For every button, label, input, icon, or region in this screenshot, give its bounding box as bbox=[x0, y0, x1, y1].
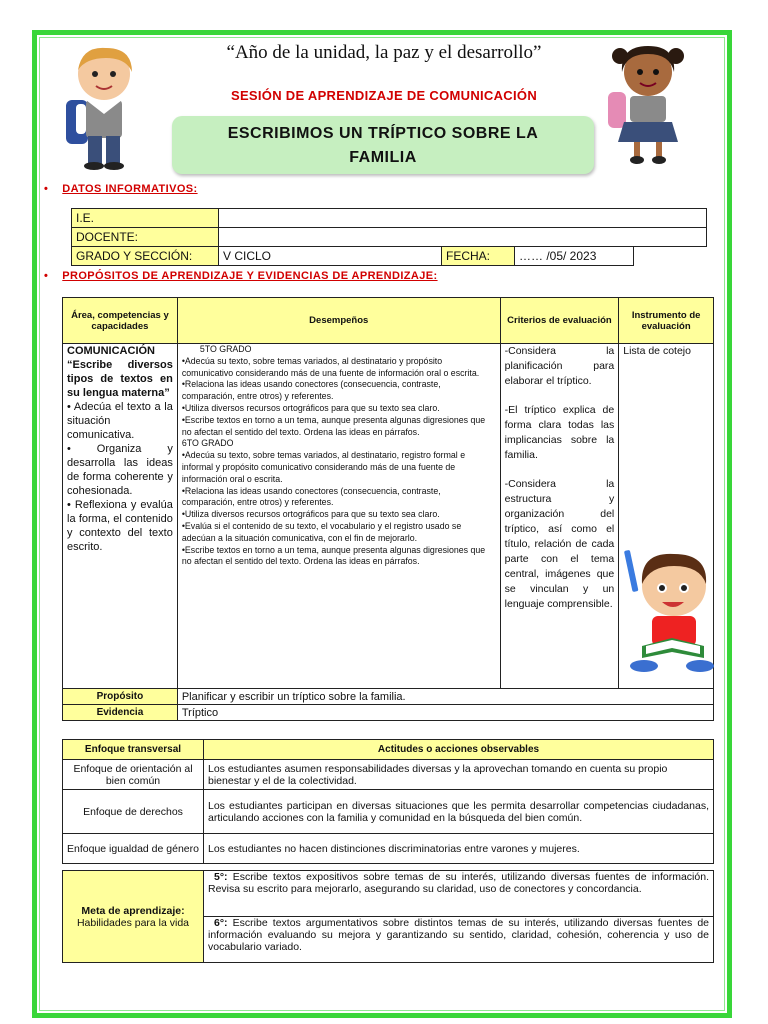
header-area: Área, competencias y capacidades bbox=[63, 298, 178, 344]
des6-item: •Utiliza diversos recursos ortográficos para que su texto sea claro. bbox=[181, 509, 440, 520]
meta-label-cell bbox=[63, 871, 204, 963]
meta-5-text: Escribe textos expositivos sobre temas de su interés, utilizando diversas fuentes de información. Revisa su escrito para mejorarlo, asegurando su claridad, uso de conectores y concordancia. bbox=[208, 871, 709, 895]
evidencia-label: Evidencia bbox=[63, 705, 178, 721]
evidencia-value: Tríptico bbox=[177, 705, 713, 721]
docente-label: DOCENTE: bbox=[72, 228, 219, 247]
des6-item: •Evalúa si el contenido de su texto, el vocabulario y el registro usado se adecúan a la situación comunicativa, con el fin de mejorarlo. bbox=[181, 520, 462, 543]
enfoque-text: Los estudiantes no hacen distinciones discriminatorias entre varones y mujeres. bbox=[204, 834, 714, 864]
year-motto: “Año de la unidad, la paz y el desarrollo” bbox=[226, 42, 542, 63]
section-datos-label: DATOS INFORMATIVOS: bbox=[62, 183, 198, 195]
area-cap-3: • Reflexiona y evalúa la forma, el contenido y contexto del texto escrito. bbox=[67, 499, 173, 553]
bullet-icon: • bbox=[44, 183, 49, 195]
instrumento-cell: Lista de cotejo bbox=[619, 344, 714, 689]
enfoque-name: Enfoque igualdad de género bbox=[63, 834, 204, 864]
ie-label: I.E. bbox=[72, 209, 219, 228]
enfoque-text: Los estudiantes asumen responsabilidades diversas y la aprovechan tomando en cuenta su propio bienestar y el de la colectividad. bbox=[204, 760, 714, 790]
desempenos-cell bbox=[177, 344, 500, 689]
ie-value bbox=[219, 209, 707, 228]
des6-item: •Escribe textos en torno a un tema, aunque presenta algunas digresiones que no afectan el sentido del texto. Ordena las ideas en párrafos. bbox=[181, 544, 486, 567]
enfoque-name: Enfoque de orientación al bien común bbox=[63, 760, 204, 790]
grado-value: V CICLO bbox=[219, 247, 442, 266]
section-datos bbox=[44, 183, 198, 195]
enfoque-text: Los estudiantes participan en diversas situaciones que les permita desarrollar competencias ciudadanas, articulando acciones con la familia y comunidad en la búsqueda del bien común. bbox=[204, 790, 714, 834]
proposito-value: Planificar y escribir un tríptico sobre la familia. bbox=[177, 689, 713, 705]
fecha-value: …… /05/ 2023 bbox=[515, 247, 634, 266]
area-cap-2: • Organiza y desarrolla las ideas de forma coherente y cohesionada. bbox=[67, 443, 173, 497]
meta-table bbox=[62, 870, 714, 963]
area-competence: “Escribe diversos tipos de textos en su lengua materna” bbox=[67, 359, 173, 399]
des5-item: •Adecúa su texto, sobre temas variados, al destinatario y propósito comunicativo considerando más de una fuente de información oral o escrita. bbox=[181, 355, 480, 378]
header-instrumento: Instrumento de evaluación bbox=[619, 298, 714, 344]
meta-6-text: Escribe textos argumentativos sobre distintos temas de su interés, utilizando diversas fuentes de información evaluando su mejora y garantizando su sentido, claridad, cohesión, coherencia y uso de vocabulario variado. bbox=[208, 917, 709, 953]
des6-item: •Relaciona las ideas usando conectores (consecuencia, contraste, comparación, entre otros) y referentes. bbox=[181, 485, 441, 508]
area-cap-1: • Adecúa el texto a la situación comunicativa. bbox=[67, 401, 173, 441]
reading-kid-illustration bbox=[622, 548, 722, 678]
meta-label: Meta de aprendizaje: bbox=[81, 904, 185, 917]
docente-value bbox=[219, 228, 707, 247]
meta-6 bbox=[204, 917, 714, 963]
header-desempenos: Desempeños bbox=[177, 298, 500, 344]
section-propositos bbox=[44, 270, 438, 282]
main-title-line1: ESCRIBIMOS UN TRÍPTICO SOBRE LA bbox=[227, 125, 539, 142]
datos-table bbox=[71, 208, 707, 266]
main-table bbox=[62, 297, 714, 721]
fecha-label: FECHA: bbox=[442, 247, 515, 266]
des5-item: •Escribe textos en torno a un tema, aunque presenta algunas digresiones que no afectan el sentido del texto. Ordena las ideas en párrafos. bbox=[181, 414, 486, 437]
des6-item: •Adecúa su texto, sobre temas variados, al destinatario, registro formal e informal y propósito comunicativo considerando más de una fuente de información oral o escrita. bbox=[181, 450, 466, 484]
des5-item: •Relaciona las ideas usando conectores (consecuencia, contraste, comparación, entre otros) y referentes. bbox=[181, 379, 441, 402]
enfoque-name: Enfoque de derechos bbox=[63, 790, 204, 834]
main-title-line2: FAMILIA bbox=[349, 149, 417, 166]
meta-5 bbox=[204, 871, 714, 917]
area-title: COMUNICACIÓN bbox=[67, 345, 155, 357]
criterios-cell bbox=[500, 344, 619, 689]
criterio-item: -El tríptico explica de forma clara todas las implicancias sobre la familia. bbox=[504, 404, 615, 461]
area-cell bbox=[63, 344, 178, 689]
actitudes-header: Actitudes o acciones observables bbox=[204, 740, 714, 760]
meta-sub: Habilidades para la vida bbox=[76, 916, 190, 929]
des5-item: •Utiliza diversos recursos ortográficos para que su texto sea claro. bbox=[181, 402, 440, 413]
grade5-label: 5TO GRADO bbox=[199, 344, 252, 354]
meta-6-label: 6°: bbox=[214, 917, 228, 929]
section-propositos-label: PROPÓSITOS DE APRENDIZAJE Y EVIDENCIAS DE APRENDIZAJE: bbox=[62, 270, 438, 282]
session-title: SESIÓN DE APRENDIZAJE DE COMUNICACIÓN bbox=[230, 88, 538, 103]
criterio-item: -Considera la estructura y organización del tríptico, así como el título, relación de cada parte con el tema central, imágenes que se vinculan y un lenguaje comprensible. bbox=[504, 478, 615, 610]
meta-5-label: 5°: bbox=[214, 871, 228, 883]
criterio-item: -Considera la planificación para elaborar el tríptico. bbox=[504, 345, 615, 387]
main-title bbox=[172, 116, 594, 174]
proposito-label: Propósito bbox=[63, 689, 178, 705]
enfoque-header: Enfoque transversal bbox=[63, 740, 204, 760]
grade6-label: 6TO GRADO bbox=[181, 438, 234, 449]
grado-label: GRADO Y SECCIÓN: bbox=[72, 247, 219, 266]
header-criterios: Criterios de evaluación bbox=[500, 298, 619, 344]
bullet-icon: • bbox=[44, 270, 49, 282]
enfoques-table bbox=[62, 739, 714, 864]
